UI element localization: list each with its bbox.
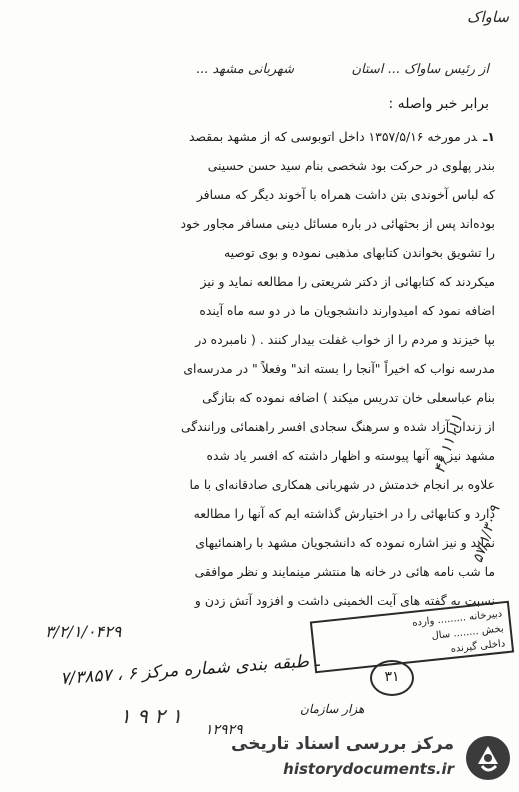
body-line-text: بپا خیزند و مردم را از خواب غفلت بیدار کنند . ( نامبرده در [195, 332, 495, 347]
stamp-row-2: بخش ........ سال [431, 623, 505, 642]
body-line [20, 470, 495, 499]
item-number: ۱ـ [483, 129, 495, 144]
handwritten-addressee-secondary: ... شهربانی مشهد [195, 62, 294, 77]
body-line-text: ما شب نامه هائی در خانه ها منتشر مینمایند و نظر موافقی [194, 564, 495, 579]
body-line-text: را تشویق بخواندن کتابهای مذهبی نموده و بوی توصیه [223, 245, 495, 260]
header-area [129, 8, 509, 103]
margin-note-line1: ۴۶ ۱۱۱۱۱ [430, 411, 467, 476]
body-line [20, 557, 495, 586]
intro-line: برابر خبر واصله : [388, 96, 489, 112]
body-line [20, 122, 495, 151]
body-line [20, 267, 495, 296]
watermark-url: historydocuments.ir [283, 760, 454, 778]
body-line [20, 180, 495, 209]
body-line [20, 499, 495, 528]
body-line [20, 441, 495, 470]
body-line-text: بنام عباسعلی خان تدریس میکند ) اضافه نموده که بتازگی [202, 390, 495, 405]
handwritten-reference: ۷/۳۸۵۷ ، ۶ ـ طبقه بندی شماره مرکز [59, 650, 320, 690]
report-body [20, 122, 495, 615]
body-line-text: بوده‌اند پس از بحثهائی در باره مسائل دینی مسافر مجاور خود [180, 216, 495, 231]
body-line-text: دارد و کتابهائی را در اختیارش گذاشته ایم که آنها را مطالعه [193, 506, 495, 521]
body-line-text: میکردند که کتابهائی از دکتر شریعتی را مطالعه نماید و نیز [200, 274, 495, 289]
watermark [222, 728, 516, 790]
stamp-row-3: داخلی گیرنده [450, 638, 506, 655]
archive-logo-icon [464, 734, 512, 782]
body-line [20, 296, 495, 325]
body-line [20, 383, 495, 412]
body-line-text: مشهد نیز به آنها پیوسته و اظهار داشته که افسر یاد شده [206, 448, 495, 463]
tick-marks: ۱ ۹ ۲ ۱ [120, 704, 183, 728]
handwritten-addressee: از رئیس ساواک ... استان [351, 62, 489, 77]
body-line-text: بندر پهلوی در حرکت بود شخصی بنام سید حسن حسینی [207, 158, 495, 173]
watermark-title: مرکز بررسی اسناد تاریخی [231, 734, 454, 754]
body-line-text: در مورخه ۱۳۵۷/۵/۱۶ داخل اتوبوسی که از مشهد بمقصد [189, 129, 478, 144]
signature: هزار سازمان [300, 702, 365, 716]
body-line-text: مدرسه نواب که اخیراً "آنجا را بسته اند" وفعلاً " در مدرسه‌ای [183, 361, 495, 376]
body-line-text: علاوه بر انجام خدمتش در شهربانی همکاری صادقانه‌ای با ما [189, 477, 495, 492]
body-line-text: از زندان آزاد شده و سرهنگ سجادی افسر راهنمائی ورانندگی [180, 419, 495, 434]
body-line-text: که لباس آخوندی بتن داشت همراه با آخوند دیگر که مسافر [196, 187, 495, 202]
body-line [20, 209, 495, 238]
body-line [20, 412, 495, 441]
file-number: ۳/۲/۱/۰۴۲۹ [45, 622, 122, 641]
classification-label: ساواک [467, 8, 509, 26]
stamp-row-1: دبیرخانه ......... وارده [411, 608, 503, 629]
body-line [20, 151, 495, 180]
bottom-number: ۱۲۹۲۹ [205, 722, 243, 738]
body-line [20, 354, 495, 383]
body-line [20, 238, 495, 267]
margin-note-line2: ۵۷/۱/۳۰ ۹ [470, 503, 504, 565]
body-line-text: نماید و نیز اشاره نموده که دانشجویان مشهد با راهنمائیهای [195, 535, 495, 550]
body-line [20, 325, 495, 354]
body-line-text: اضافه نمود که امیدوارند دانشجویان ما در دو سه ماه آینده [199, 303, 495, 318]
body-line [20, 528, 495, 557]
body-line-text: نسبت به گفته های آیت الخمینی داشت و افزود آتش زدن و [194, 593, 495, 608]
circled-number: ۳۱ [370, 660, 414, 696]
